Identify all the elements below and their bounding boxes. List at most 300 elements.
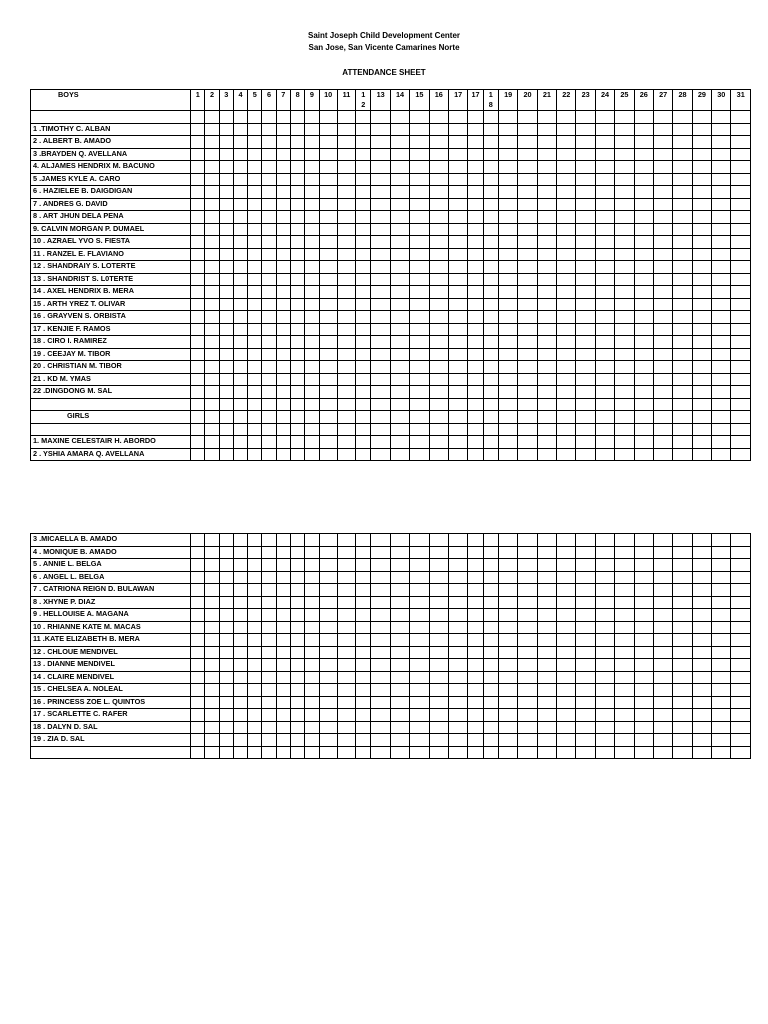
attendance-cell[interactable]	[518, 621, 537, 634]
attendance-cell[interactable]	[615, 386, 634, 399]
attendance-cell[interactable]	[712, 584, 731, 597]
attendance-cell[interactable]	[673, 646, 692, 659]
attendance-cell[interactable]	[248, 186, 262, 199]
attendance-cell[interactable]	[337, 621, 355, 634]
attendance-cell[interactable]	[557, 386, 576, 399]
attendance-cell[interactable]	[692, 248, 711, 261]
attendance-cell[interactable]	[410, 373, 429, 386]
attendance-cell[interactable]	[276, 236, 290, 249]
attendance-cell[interactable]	[712, 423, 731, 436]
attendance-cell[interactable]	[219, 571, 233, 584]
attendance-cell[interactable]	[483, 746, 498, 759]
attendance-cell[interactable]	[673, 311, 692, 324]
attendance-cell[interactable]	[731, 273, 751, 286]
attendance-cell[interactable]	[290, 323, 304, 336]
attendance-cell[interactable]	[653, 236, 672, 249]
attendance-cell[interactable]	[673, 423, 692, 436]
attendance-cell[interactable]	[337, 361, 355, 374]
attendance-cell[interactable]	[337, 336, 355, 349]
attendance-cell[interactable]	[518, 198, 537, 211]
attendance-cell[interactable]	[731, 161, 751, 174]
attendance-cell[interactable]	[673, 136, 692, 149]
attendance-cell[interactable]	[615, 559, 634, 572]
attendance-cell[interactable]	[319, 546, 337, 559]
attendance-cell[interactable]	[712, 248, 731, 261]
attendance-cell[interactable]	[537, 248, 556, 261]
attendance-cell[interactable]	[615, 646, 634, 659]
attendance-cell[interactable]	[595, 373, 614, 386]
attendance-cell[interactable]	[290, 559, 304, 572]
attendance-cell[interactable]	[319, 311, 337, 324]
attendance-cell[interactable]	[615, 621, 634, 634]
attendance-cell[interactable]	[290, 411, 304, 424]
attendance-cell[interactable]	[205, 398, 219, 411]
attendance-cell[interactable]	[371, 111, 390, 124]
attendance-cell[interactable]	[337, 173, 355, 186]
attendance-cell[interactable]	[468, 323, 483, 336]
attendance-cell[interactable]	[371, 709, 390, 722]
attendance-cell[interactable]	[557, 361, 576, 374]
attendance-cell[interactable]	[429, 273, 448, 286]
attendance-cell[interactable]	[498, 734, 517, 747]
attendance-cell[interactable]	[262, 111, 276, 124]
attendance-cell[interactable]	[390, 211, 409, 224]
attendance-cell[interactable]	[448, 148, 467, 161]
attendance-cell[interactable]	[390, 373, 409, 386]
attendance-cell[interactable]	[448, 634, 467, 647]
attendance-cell[interactable]	[262, 223, 276, 236]
attendance-cell[interactable]	[233, 621, 247, 634]
attendance-cell[interactable]	[205, 311, 219, 324]
attendance-cell[interactable]	[205, 223, 219, 236]
attendance-cell[interactable]	[371, 148, 390, 161]
attendance-cell[interactable]	[233, 721, 247, 734]
attendance-cell[interactable]	[576, 659, 595, 672]
attendance-cell[interactable]	[576, 261, 595, 274]
attendance-cell[interactable]	[468, 223, 483, 236]
attendance-cell[interactable]	[595, 709, 614, 722]
attendance-cell[interactable]	[595, 336, 614, 349]
attendance-cell[interactable]	[390, 559, 409, 572]
attendance-cell[interactable]	[468, 634, 483, 647]
attendance-cell[interactable]	[576, 684, 595, 697]
attendance-cell[interactable]	[634, 348, 653, 361]
attendance-cell[interactable]	[673, 709, 692, 722]
attendance-cell[interactable]	[557, 584, 576, 597]
attendance-cell[interactable]	[576, 423, 595, 436]
attendance-cell[interactable]	[537, 261, 556, 274]
attendance-cell[interactable]	[337, 211, 355, 224]
attendance-cell[interactable]	[483, 609, 498, 622]
attendance-cell[interactable]	[356, 559, 371, 572]
attendance-cell[interactable]	[410, 584, 429, 597]
attendance-cell[interactable]	[262, 173, 276, 186]
attendance-cell[interactable]	[262, 546, 276, 559]
attendance-cell[interactable]	[537, 111, 556, 124]
attendance-cell[interactable]	[615, 721, 634, 734]
attendance-cell[interactable]	[498, 111, 517, 124]
attendance-cell[interactable]	[262, 684, 276, 697]
attendance-cell[interactable]	[595, 173, 614, 186]
attendance-cell[interactable]	[615, 161, 634, 174]
attendance-cell[interactable]	[483, 136, 498, 149]
attendance-cell[interactable]	[319, 386, 337, 399]
attendance-cell[interactable]	[615, 261, 634, 274]
attendance-cell[interactable]	[276, 298, 290, 311]
attendance-cell[interactable]	[337, 311, 355, 324]
attendance-cell[interactable]	[595, 721, 614, 734]
attendance-cell[interactable]	[731, 546, 751, 559]
attendance-cell[interactable]	[615, 584, 634, 597]
attendance-cell[interactable]	[233, 684, 247, 697]
attendance-cell[interactable]	[595, 423, 614, 436]
attendance-cell[interactable]	[219, 621, 233, 634]
attendance-cell[interactable]	[390, 634, 409, 647]
attendance-cell[interactable]	[673, 584, 692, 597]
attendance-cell[interactable]	[731, 671, 751, 684]
attendance-cell[interactable]	[615, 136, 634, 149]
attendance-cell[interactable]	[305, 136, 319, 149]
attendance-cell[interactable]	[390, 123, 409, 136]
attendance-cell[interactable]	[653, 398, 672, 411]
attendance-cell[interactable]	[205, 186, 219, 199]
attendance-cell[interactable]	[712, 398, 731, 411]
attendance-cell[interactable]	[390, 584, 409, 597]
attendance-cell[interactable]	[305, 546, 319, 559]
attendance-cell[interactable]	[390, 286, 409, 299]
attendance-cell[interactable]	[305, 186, 319, 199]
attendance-cell[interactable]	[319, 211, 337, 224]
attendance-cell[interactable]	[537, 436, 556, 449]
attendance-cell[interactable]	[248, 696, 262, 709]
attendance-cell[interactable]	[483, 298, 498, 311]
attendance-cell[interactable]	[205, 348, 219, 361]
attendance-cell[interactable]	[483, 236, 498, 249]
attendance-cell[interactable]	[276, 696, 290, 709]
attendance-cell[interactable]	[371, 746, 390, 759]
attendance-cell[interactable]	[248, 436, 262, 449]
attendance-cell[interactable]	[653, 111, 672, 124]
attendance-cell[interactable]	[653, 584, 672, 597]
attendance-cell[interactable]	[233, 609, 247, 622]
attendance-cell[interactable]	[537, 609, 556, 622]
attendance-cell[interactable]	[248, 671, 262, 684]
attendance-cell[interactable]	[248, 398, 262, 411]
attendance-cell[interactable]	[537, 596, 556, 609]
attendance-cell[interactable]	[498, 571, 517, 584]
attendance-cell[interactable]	[290, 696, 304, 709]
attendance-cell[interactable]	[653, 161, 672, 174]
attendance-cell[interactable]	[305, 709, 319, 722]
attendance-cell[interactable]	[429, 671, 448, 684]
attendance-cell[interactable]	[191, 436, 205, 449]
attendance-cell[interactable]	[595, 546, 614, 559]
attendance-cell[interactable]	[205, 596, 219, 609]
attendance-cell[interactable]	[337, 571, 355, 584]
attendance-cell[interactable]	[615, 286, 634, 299]
attendance-cell[interactable]	[219, 273, 233, 286]
attendance-cell[interactable]	[712, 646, 731, 659]
attendance-cell[interactable]	[498, 546, 517, 559]
attendance-cell[interactable]	[468, 709, 483, 722]
attendance-cell[interactable]	[557, 261, 576, 274]
attendance-cell[interactable]	[518, 386, 537, 399]
attendance-cell[interactable]	[219, 696, 233, 709]
attendance-cell[interactable]	[290, 671, 304, 684]
attendance-cell[interactable]	[248, 323, 262, 336]
attendance-cell[interactable]	[337, 448, 355, 461]
attendance-cell[interactable]	[290, 223, 304, 236]
attendance-cell[interactable]	[634, 734, 653, 747]
attendance-cell[interactable]	[653, 348, 672, 361]
attendance-cell[interactable]	[576, 746, 595, 759]
attendance-cell[interactable]	[371, 198, 390, 211]
attendance-cell[interactable]	[205, 361, 219, 374]
attendance-cell[interactable]	[205, 448, 219, 461]
attendance-cell[interactable]	[337, 709, 355, 722]
attendance-cell[interactable]	[712, 123, 731, 136]
attendance-cell[interactable]	[205, 386, 219, 399]
attendance-cell[interactable]	[518, 161, 537, 174]
attendance-cell[interactable]	[337, 746, 355, 759]
attendance-cell[interactable]	[595, 273, 614, 286]
attendance-cell[interactable]	[576, 609, 595, 622]
attendance-cell[interactable]	[371, 721, 390, 734]
attendance-cell[interactable]	[410, 211, 429, 224]
attendance-cell[interactable]	[276, 646, 290, 659]
attendance-cell[interactable]	[731, 436, 751, 449]
attendance-cell[interactable]	[191, 186, 205, 199]
attendance-cell[interactable]	[537, 571, 556, 584]
attendance-cell[interactable]	[262, 571, 276, 584]
attendance-cell[interactable]	[319, 584, 337, 597]
attendance-cell[interactable]	[731, 571, 751, 584]
attendance-cell[interactable]	[429, 236, 448, 249]
attendance-cell[interactable]	[356, 734, 371, 747]
attendance-cell[interactable]	[731, 411, 751, 424]
attendance-cell[interactable]	[410, 534, 429, 547]
attendance-cell[interactable]	[498, 448, 517, 461]
attendance-cell[interactable]	[692, 684, 711, 697]
attendance-cell[interactable]	[731, 386, 751, 399]
attendance-cell[interactable]	[557, 621, 576, 634]
attendance-cell[interactable]	[712, 373, 731, 386]
attendance-cell[interactable]	[191, 111, 205, 124]
attendance-cell[interactable]	[219, 596, 233, 609]
attendance-cell[interactable]	[595, 161, 614, 174]
attendance-cell[interactable]	[219, 546, 233, 559]
attendance-cell[interactable]	[390, 298, 409, 311]
attendance-cell[interactable]	[498, 596, 517, 609]
attendance-cell[interactable]	[731, 684, 751, 697]
attendance-cell[interactable]	[653, 411, 672, 424]
attendance-cell[interactable]	[191, 559, 205, 572]
attendance-cell[interactable]	[483, 161, 498, 174]
attendance-cell[interactable]	[356, 696, 371, 709]
attendance-cell[interactable]	[248, 373, 262, 386]
attendance-cell[interactable]	[219, 709, 233, 722]
attendance-cell[interactable]	[390, 534, 409, 547]
attendance-cell[interactable]	[191, 411, 205, 424]
attendance-cell[interactable]	[305, 223, 319, 236]
attendance-cell[interactable]	[262, 286, 276, 299]
attendance-cell[interactable]	[483, 286, 498, 299]
attendance-cell[interactable]	[468, 596, 483, 609]
attendance-cell[interactable]	[319, 609, 337, 622]
attendance-cell[interactable]	[410, 248, 429, 261]
attendance-cell[interactable]	[576, 123, 595, 136]
attendance-cell[interactable]	[692, 336, 711, 349]
attendance-cell[interactable]	[337, 596, 355, 609]
attendance-cell[interactable]	[356, 609, 371, 622]
attendance-cell[interactable]	[498, 696, 517, 709]
attendance-cell[interactable]	[673, 236, 692, 249]
attendance-cell[interactable]	[537, 148, 556, 161]
attendance-cell[interactable]	[371, 136, 390, 149]
attendance-cell[interactable]	[276, 223, 290, 236]
attendance-cell[interactable]	[468, 534, 483, 547]
attendance-cell[interactable]	[319, 373, 337, 386]
attendance-cell[interactable]	[191, 273, 205, 286]
attendance-cell[interactable]	[557, 123, 576, 136]
attendance-cell[interactable]	[191, 298, 205, 311]
attendance-cell[interactable]	[410, 348, 429, 361]
attendance-cell[interactable]	[615, 273, 634, 286]
attendance-cell[interactable]	[576, 411, 595, 424]
attendance-cell[interactable]	[576, 571, 595, 584]
attendance-cell[interactable]	[248, 273, 262, 286]
attendance-cell[interactable]	[290, 386, 304, 399]
attendance-cell[interactable]	[390, 436, 409, 449]
attendance-cell[interactable]	[305, 261, 319, 274]
attendance-cell[interactable]	[692, 148, 711, 161]
attendance-cell[interactable]	[262, 436, 276, 449]
attendance-cell[interactable]	[191, 161, 205, 174]
attendance-cell[interactable]	[498, 684, 517, 697]
attendance-cell[interactable]	[518, 336, 537, 349]
attendance-cell[interactable]	[429, 534, 448, 547]
attendance-cell[interactable]	[576, 734, 595, 747]
attendance-cell[interactable]	[518, 286, 537, 299]
attendance-cell[interactable]	[615, 746, 634, 759]
attendance-cell[interactable]	[576, 436, 595, 449]
attendance-cell[interactable]	[205, 123, 219, 136]
attendance-cell[interactable]	[634, 398, 653, 411]
attendance-cell[interactable]	[615, 311, 634, 324]
attendance-cell[interactable]	[276, 721, 290, 734]
attendance-cell[interactable]	[233, 546, 247, 559]
attendance-cell[interactable]	[712, 534, 731, 547]
attendance-cell[interactable]	[219, 173, 233, 186]
attendance-cell[interactable]	[712, 609, 731, 622]
attendance-cell[interactable]	[673, 173, 692, 186]
attendance-cell[interactable]	[634, 621, 653, 634]
attendance-cell[interactable]	[468, 721, 483, 734]
attendance-cell[interactable]	[634, 198, 653, 211]
attendance-cell[interactable]	[673, 596, 692, 609]
attendance-cell[interactable]	[468, 621, 483, 634]
attendance-cell[interactable]	[248, 546, 262, 559]
attendance-cell[interactable]	[410, 111, 429, 124]
attendance-cell[interactable]	[337, 136, 355, 149]
attendance-cell[interactable]	[576, 634, 595, 647]
attendance-cell[interactable]	[673, 546, 692, 559]
attendance-cell[interactable]	[557, 223, 576, 236]
attendance-cell[interactable]	[262, 361, 276, 374]
attendance-cell[interactable]	[673, 734, 692, 747]
attendance-cell[interactable]	[262, 398, 276, 411]
attendance-cell[interactable]	[692, 386, 711, 399]
attendance-cell[interactable]	[537, 161, 556, 174]
attendance-cell[interactable]	[429, 546, 448, 559]
attendance-cell[interactable]	[262, 123, 276, 136]
attendance-cell[interactable]	[319, 671, 337, 684]
attendance-cell[interactable]	[731, 211, 751, 224]
attendance-cell[interactable]	[205, 684, 219, 697]
attendance-cell[interactable]	[319, 111, 337, 124]
attendance-cell[interactable]	[712, 596, 731, 609]
attendance-cell[interactable]	[356, 448, 371, 461]
attendance-cell[interactable]	[468, 584, 483, 597]
attendance-cell[interactable]	[595, 634, 614, 647]
attendance-cell[interactable]	[712, 386, 731, 399]
attendance-cell[interactable]	[305, 148, 319, 161]
attendance-cell[interactable]	[219, 186, 233, 199]
attendance-cell[interactable]	[634, 336, 653, 349]
attendance-cell[interactable]	[262, 236, 276, 249]
attendance-cell[interactable]	[537, 621, 556, 634]
attendance-cell[interactable]	[262, 148, 276, 161]
attendance-cell[interactable]	[712, 571, 731, 584]
attendance-cell[interactable]	[692, 198, 711, 211]
attendance-cell[interactable]	[595, 261, 614, 274]
attendance-cell[interactable]	[518, 398, 537, 411]
attendance-cell[interactable]	[319, 398, 337, 411]
attendance-cell[interactable]	[356, 236, 371, 249]
attendance-cell[interactable]	[692, 323, 711, 336]
attendance-cell[interactable]	[390, 696, 409, 709]
attendance-cell[interactable]	[448, 348, 467, 361]
attendance-cell[interactable]	[673, 696, 692, 709]
attendance-cell[interactable]	[219, 198, 233, 211]
attendance-cell[interactable]	[205, 621, 219, 634]
attendance-cell[interactable]	[233, 286, 247, 299]
attendance-cell[interactable]	[429, 709, 448, 722]
attendance-cell[interactable]	[468, 248, 483, 261]
attendance-cell[interactable]	[518, 684, 537, 697]
attendance-cell[interactable]	[483, 634, 498, 647]
attendance-cell[interactable]	[692, 398, 711, 411]
attendance-cell[interactable]	[319, 436, 337, 449]
attendance-cell[interactable]	[356, 211, 371, 224]
attendance-cell[interactable]	[205, 584, 219, 597]
attendance-cell[interactable]	[537, 448, 556, 461]
attendance-cell[interactable]	[615, 198, 634, 211]
attendance-cell[interactable]	[410, 136, 429, 149]
attendance-cell[interactable]	[468, 386, 483, 399]
attendance-cell[interactable]	[634, 546, 653, 559]
attendance-cell[interactable]	[262, 709, 276, 722]
attendance-cell[interactable]	[634, 609, 653, 622]
attendance-cell[interactable]	[205, 336, 219, 349]
attendance-cell[interactable]	[276, 596, 290, 609]
attendance-cell[interactable]	[576, 696, 595, 709]
attendance-cell[interactable]	[410, 423, 429, 436]
attendance-cell[interactable]	[634, 173, 653, 186]
attendance-cell[interactable]	[219, 323, 233, 336]
attendance-cell[interactable]	[410, 659, 429, 672]
attendance-cell[interactable]	[483, 373, 498, 386]
